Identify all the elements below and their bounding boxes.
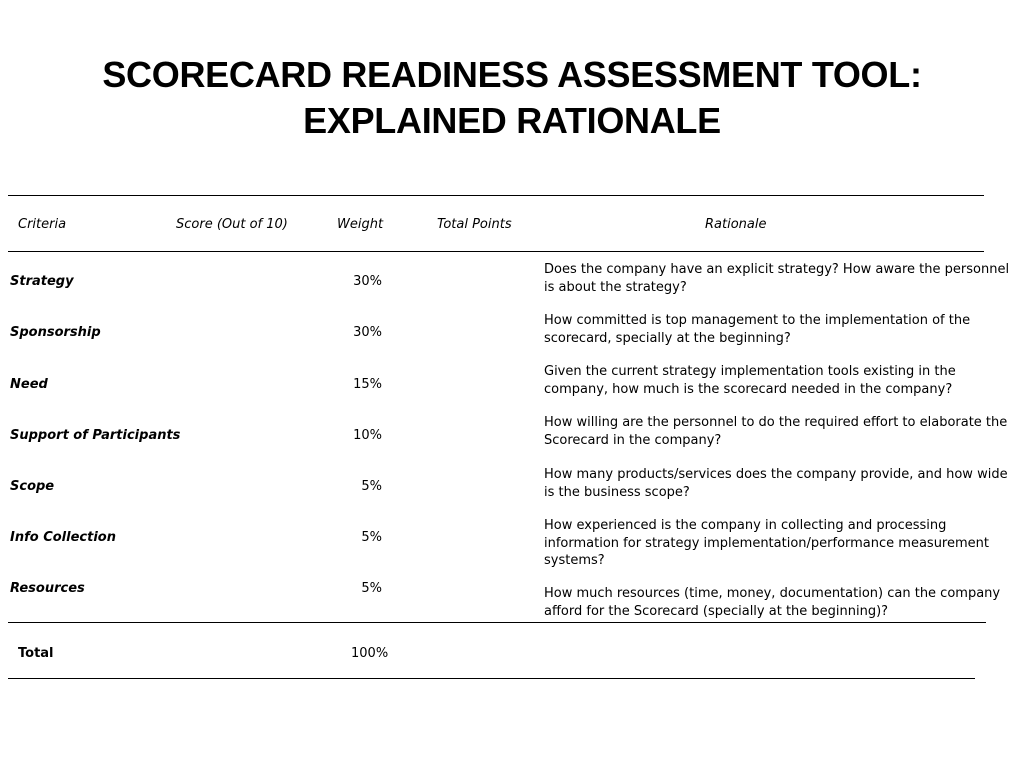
row-rationale: Does the company have an explicit strategy? How aware the personnel is about the strategy? xyxy=(544,262,1010,295)
row-criteria: Strategy xyxy=(10,274,74,289)
row-rationale: How committed is top management to the implementation of the scorecard, specially at the beginning? xyxy=(544,313,971,346)
row-weight: 10% xyxy=(353,428,382,443)
table-top-rule xyxy=(8,195,984,196)
row-rationale: How experienced is the company in collecting and processing information for strategy implementation/performance measurement systems? xyxy=(544,518,989,568)
row-criteria: Sponsorship xyxy=(10,325,101,340)
row-rationale: How much resources (time, money, documentation) can the company afford for the Scorecard (specially at the beginning)? xyxy=(544,586,1001,619)
table-row xyxy=(0,360,1024,411)
table-row xyxy=(0,564,1024,619)
row-rationale: How willing are the personnel to do the required effort to elaborate the Scorecard in the company? xyxy=(544,415,1008,448)
table-row xyxy=(0,411,1024,462)
total-label: Total xyxy=(18,646,54,661)
table-row xyxy=(0,309,1024,360)
row-criteria: Need xyxy=(10,377,48,392)
header-total-points: Total Points xyxy=(437,217,512,232)
row-criteria: Info Collection xyxy=(10,530,116,545)
table-row xyxy=(0,258,1024,309)
table-bottom-rule xyxy=(8,678,975,679)
header-criteria: Criteria xyxy=(18,217,67,232)
header-rationale: Rationale xyxy=(705,217,767,232)
table-rows-bottom-rule xyxy=(8,622,986,623)
row-criteria: Scope xyxy=(10,479,55,494)
row-criteria: Support of Participants xyxy=(10,428,181,443)
row-rationale: Given the current strategy implementation tools existing in the company, how much is the scorecard needed in the company? xyxy=(544,364,956,397)
table-row xyxy=(0,462,1024,513)
header-weight: Weight xyxy=(337,217,384,232)
header-score: Score (Out of 10) xyxy=(176,217,288,232)
row-weight: 5% xyxy=(361,581,382,596)
row-weight: 15% xyxy=(353,377,382,392)
page-title-line-2: EXPLAINED RATIONALE xyxy=(303,100,721,141)
page-title xyxy=(0,52,1024,144)
row-criteria: Resources xyxy=(10,581,85,596)
table-row xyxy=(0,513,1024,568)
total-weight: 100% xyxy=(351,646,389,661)
header-bottom-rule xyxy=(8,251,984,252)
row-weight: 30% xyxy=(353,274,382,289)
page-title-line-1: SCORECARD READINESS ASSESSMENT TOOL: xyxy=(102,54,922,95)
row-weight: 5% xyxy=(361,479,382,494)
row-weight: 30% xyxy=(353,325,382,340)
row-weight: 5% xyxy=(361,530,382,545)
row-rationale: How many products/services does the company provide, and how wide is the business scope? xyxy=(544,467,1008,500)
